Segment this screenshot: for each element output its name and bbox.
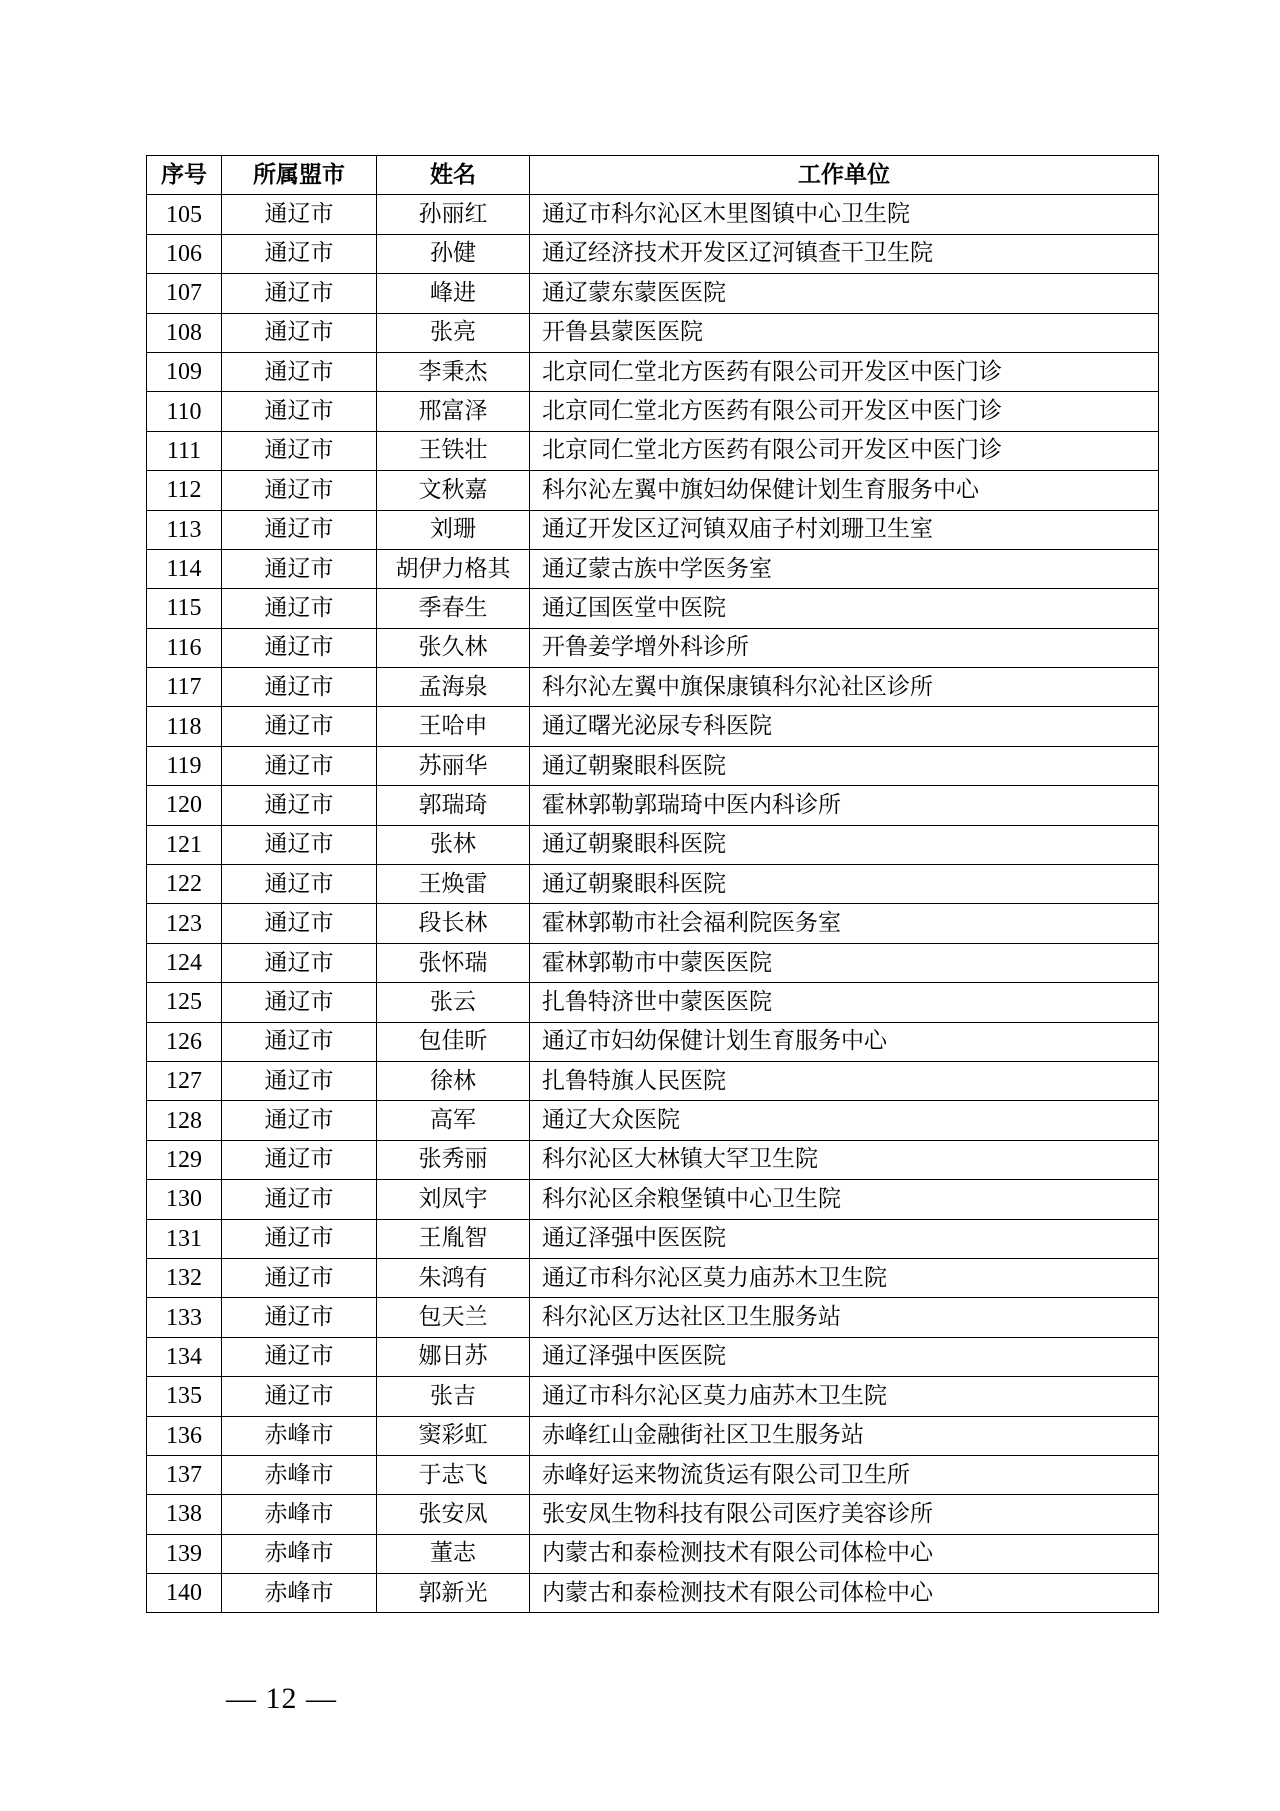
table-row: [147, 904, 1159, 943]
table-row: [147, 195, 1159, 234]
work-unit-cell: 霍林郭勒市中蒙医医院: [530, 943, 1159, 982]
serial-number-cell: 105: [147, 195, 222, 234]
league-city-cell: 通辽市: [222, 1337, 377, 1376]
league-city-cell: 通辽市: [222, 1101, 377, 1140]
league-city-cell: 赤峰市: [222, 1416, 377, 1455]
name-cell: 孟海泉: [377, 668, 530, 707]
serial-number-cell: 134: [147, 1337, 222, 1376]
name-cell: 李秉杰: [377, 352, 530, 391]
header-serial-number: 序号: [147, 156, 222, 195]
name-cell: 张秀丽: [377, 1140, 530, 1179]
work-unit-cell: 北京同仁堂北方医药有限公司开发区中医门诊: [530, 431, 1159, 470]
table-row: [147, 825, 1159, 864]
work-unit-cell: 通辽市科尔沁区莫力庙苏木卫生院: [530, 1258, 1159, 1297]
league-city-cell: 通辽市: [222, 865, 377, 904]
serial-number-cell: 117: [147, 668, 222, 707]
league-city-cell: 通辽市: [222, 1061, 377, 1100]
name-cell: 邢富泽: [377, 392, 530, 431]
league-city-cell: 通辽市: [222, 510, 377, 549]
name-cell: 王哈申: [377, 707, 530, 746]
name-cell: 孙健: [377, 234, 530, 273]
table-row: [147, 1495, 1159, 1534]
serial-number-cell: 107: [147, 274, 222, 313]
serial-number-cell: 116: [147, 628, 222, 667]
table-row: [147, 1416, 1159, 1455]
name-cell: 文秋嘉: [377, 471, 530, 510]
work-unit-cell: 通辽大众医院: [530, 1101, 1159, 1140]
header-league-city: 所属盟市: [222, 156, 377, 195]
name-cell: 高军: [377, 1101, 530, 1140]
league-city-cell: 通辽市: [222, 1022, 377, 1061]
table-row: [147, 628, 1159, 667]
serial-number-cell: 139: [147, 1534, 222, 1573]
name-cell: 张林: [377, 825, 530, 864]
serial-number-cell: 140: [147, 1574, 222, 1613]
work-unit-cell: 科尔沁区余粮堡镇中心卫生院: [530, 1180, 1159, 1219]
work-unit-cell: 通辽曙光泌尿专科医院: [530, 707, 1159, 746]
name-cell: 季春生: [377, 589, 530, 628]
name-cell: 苏丽华: [377, 746, 530, 785]
table-row: [147, 943, 1159, 982]
work-unit-cell: 通辽蒙古族中学医务室: [530, 549, 1159, 588]
work-unit-cell: 北京同仁堂北方医药有限公司开发区中医门诊: [530, 392, 1159, 431]
table-row: [147, 983, 1159, 1022]
league-city-cell: 通辽市: [222, 983, 377, 1022]
work-unit-cell: 通辽泽强中医医院: [530, 1219, 1159, 1258]
table-row: [147, 471, 1159, 510]
table-row: [147, 549, 1159, 588]
name-cell: 包天兰: [377, 1298, 530, 1337]
name-cell: 张吉: [377, 1377, 530, 1416]
work-unit-cell: 通辽泽强中医医院: [530, 1337, 1159, 1376]
table-row: [147, 1258, 1159, 1297]
league-city-cell: 通辽市: [222, 904, 377, 943]
serial-number-cell: 133: [147, 1298, 222, 1337]
serial-number-cell: 130: [147, 1180, 222, 1219]
serial-number-cell: 110: [147, 392, 222, 431]
table-row: [147, 786, 1159, 825]
table-row: [147, 1377, 1159, 1416]
serial-number-cell: 138: [147, 1495, 222, 1534]
serial-number-cell: 128: [147, 1101, 222, 1140]
page-number: — 12 —: [226, 1682, 337, 1715]
league-city-cell: 通辽市: [222, 274, 377, 313]
name-cell: 郭瑞琦: [377, 786, 530, 825]
serial-number-cell: 106: [147, 234, 222, 273]
league-city-cell: 赤峰市: [222, 1574, 377, 1613]
work-unit-cell: 通辽经济技术开发区辽河镇查干卫生院: [530, 234, 1159, 273]
serial-number-cell: 132: [147, 1258, 222, 1297]
league-city-cell: 通辽市: [222, 549, 377, 588]
table-row: [147, 234, 1159, 273]
league-city-cell: 通辽市: [222, 234, 377, 273]
serial-number-cell: 115: [147, 589, 222, 628]
work-unit-cell: 霍林郭勒市社会福利院医务室: [530, 904, 1159, 943]
serial-number-cell: 113: [147, 510, 222, 549]
serial-number-cell: 129: [147, 1140, 222, 1179]
name-cell: 董志: [377, 1534, 530, 1573]
table-row: [147, 313, 1159, 352]
work-unit-cell: 通辽市科尔沁区莫力庙苏木卫生院: [530, 1377, 1159, 1416]
name-cell: 段长林: [377, 904, 530, 943]
table-header-row: [147, 156, 1159, 195]
table-row: [147, 865, 1159, 904]
table-row: [147, 431, 1159, 470]
name-cell: 王胤智: [377, 1219, 530, 1258]
table-body: [147, 195, 1159, 1613]
header-work-unit: 工作单位: [530, 156, 1159, 195]
work-unit-cell: 霍林郭勒郭瑞琦中医内科诊所: [530, 786, 1159, 825]
name-cell: 刘凤宇: [377, 1180, 530, 1219]
table-row: [147, 1534, 1159, 1573]
league-city-cell: 通辽市: [222, 589, 377, 628]
work-unit-cell: 内蒙古和泰检测技术有限公司体检中心: [530, 1574, 1159, 1613]
table-row: [147, 1101, 1159, 1140]
work-unit-cell: 赤峰好运来物流货运有限公司卫生所: [530, 1455, 1159, 1494]
work-unit-cell: 科尔沁左翼中旗妇幼保健计划生育服务中心: [530, 471, 1159, 510]
table-row: [147, 746, 1159, 785]
serial-number-cell: 112: [147, 471, 222, 510]
table-row: [147, 510, 1159, 549]
table-row: [147, 589, 1159, 628]
name-cell: 张怀瑞: [377, 943, 530, 982]
work-unit-cell: 赤峰红山金融街社区卫生服务站: [530, 1416, 1159, 1455]
table-row: [147, 1337, 1159, 1376]
league-city-cell: 赤峰市: [222, 1534, 377, 1573]
league-city-cell: 通辽市: [222, 1258, 377, 1297]
league-city-cell: 通辽市: [222, 1180, 377, 1219]
serial-number-cell: 131: [147, 1219, 222, 1258]
table-row: [147, 1180, 1159, 1219]
work-unit-cell: 通辽朝聚眼科医院: [530, 746, 1159, 785]
serial-number-cell: 118: [147, 707, 222, 746]
work-unit-cell: 北京同仁堂北方医药有限公司开发区中医门诊: [530, 352, 1159, 391]
league-city-cell: 通辽市: [222, 825, 377, 864]
name-cell: 徐林: [377, 1061, 530, 1100]
table-row: [147, 1022, 1159, 1061]
serial-number-cell: 121: [147, 825, 222, 864]
name-cell: 郭新光: [377, 1574, 530, 1613]
serial-number-cell: 114: [147, 549, 222, 588]
serial-number-cell: 120: [147, 786, 222, 825]
league-city-cell: 通辽市: [222, 746, 377, 785]
work-unit-cell: 开鲁姜学增外科诊所: [530, 628, 1159, 667]
table-row: [147, 1574, 1159, 1613]
serial-number-cell: 108: [147, 313, 222, 352]
name-cell: 窦彩虹: [377, 1416, 530, 1455]
work-unit-cell: 科尔沁区大林镇大罕卫生院: [530, 1140, 1159, 1179]
league-city-cell: 通辽市: [222, 1140, 377, 1179]
league-city-cell: 通辽市: [222, 707, 377, 746]
league-city-cell: 通辽市: [222, 471, 377, 510]
name-cell: 张云: [377, 983, 530, 1022]
league-city-cell: 通辽市: [222, 392, 377, 431]
table-row: [147, 1455, 1159, 1494]
name-cell: 张安凤: [377, 1495, 530, 1534]
work-unit-cell: 通辽市科尔沁区木里图镇中心卫生院: [530, 195, 1159, 234]
name-cell: 刘珊: [377, 510, 530, 549]
name-cell: 朱鸿有: [377, 1258, 530, 1297]
work-unit-cell: 通辽蒙东蒙医医院: [530, 274, 1159, 313]
table-row: [147, 352, 1159, 391]
table-row: [147, 274, 1159, 313]
league-city-cell: 赤峰市: [222, 1495, 377, 1534]
league-city-cell: 通辽市: [222, 786, 377, 825]
work-unit-cell: 科尔沁左翼中旗保康镇科尔沁社区诊所: [530, 668, 1159, 707]
personnel-table: [146, 155, 1159, 1613]
work-unit-cell: 内蒙古和泰检测技术有限公司体检中心: [530, 1534, 1159, 1573]
name-cell: 娜日苏: [377, 1337, 530, 1376]
name-cell: 王铁壮: [377, 431, 530, 470]
league-city-cell: 通辽市: [222, 313, 377, 352]
serial-number-cell: 125: [147, 983, 222, 1022]
table-row: [147, 1140, 1159, 1179]
serial-number-cell: 123: [147, 904, 222, 943]
serial-number-cell: 109: [147, 352, 222, 391]
work-unit-cell: 通辽朝聚眼科医院: [530, 825, 1159, 864]
name-cell: 于志飞: [377, 1455, 530, 1494]
table-row: [147, 1298, 1159, 1337]
work-unit-cell: 开鲁县蒙医医院: [530, 313, 1159, 352]
league-city-cell: 通辽市: [222, 1298, 377, 1337]
table-row: [147, 1061, 1159, 1100]
work-unit-cell: 通辽国医堂中医院: [530, 589, 1159, 628]
serial-number-cell: 135: [147, 1377, 222, 1416]
name-cell: 包佳昕: [377, 1022, 530, 1061]
table-row: [147, 668, 1159, 707]
work-unit-cell: 通辽朝聚眼科医院: [530, 865, 1159, 904]
serial-number-cell: 124: [147, 943, 222, 982]
work-unit-cell: 扎鲁特旗人民医院: [530, 1061, 1159, 1100]
league-city-cell: 通辽市: [222, 195, 377, 234]
work-unit-cell: 通辽开发区辽河镇双庙子村刘珊卫生室: [530, 510, 1159, 549]
name-cell: 胡伊力格其: [377, 549, 530, 588]
table-row: [147, 392, 1159, 431]
name-cell: 孙丽红: [377, 195, 530, 234]
serial-number-cell: 111: [147, 431, 222, 470]
league-city-cell: 通辽市: [222, 628, 377, 667]
work-unit-cell: 张安凤生物科技有限公司医疗美容诊所: [530, 1495, 1159, 1534]
league-city-cell: 通辽市: [222, 1377, 377, 1416]
serial-number-cell: 127: [147, 1061, 222, 1100]
name-cell: 张亮: [377, 313, 530, 352]
work-unit-cell: 扎鲁特济世中蒙医医院: [530, 983, 1159, 1022]
header-name: 姓名: [377, 156, 530, 195]
work-unit-cell: 通辽市妇幼保健计划生育服务中心: [530, 1022, 1159, 1061]
table-row: [147, 1219, 1159, 1258]
work-unit-cell: 科尔沁区万达社区卫生服务站: [530, 1298, 1159, 1337]
name-cell: 峰进: [377, 274, 530, 313]
serial-number-cell: 122: [147, 865, 222, 904]
league-city-cell: 通辽市: [222, 1219, 377, 1258]
league-city-cell: 通辽市: [222, 943, 377, 982]
serial-number-cell: 119: [147, 746, 222, 785]
league-city-cell: 通辽市: [222, 668, 377, 707]
name-cell: 王焕雷: [377, 865, 530, 904]
league-city-cell: 通辽市: [222, 431, 377, 470]
name-cell: 张久林: [377, 628, 530, 667]
league-city-cell: 通辽市: [222, 352, 377, 391]
serial-number-cell: 126: [147, 1022, 222, 1061]
serial-number-cell: 136: [147, 1416, 222, 1455]
table-row: [147, 707, 1159, 746]
league-city-cell: 赤峰市: [222, 1455, 377, 1494]
serial-number-cell: 137: [147, 1455, 222, 1494]
